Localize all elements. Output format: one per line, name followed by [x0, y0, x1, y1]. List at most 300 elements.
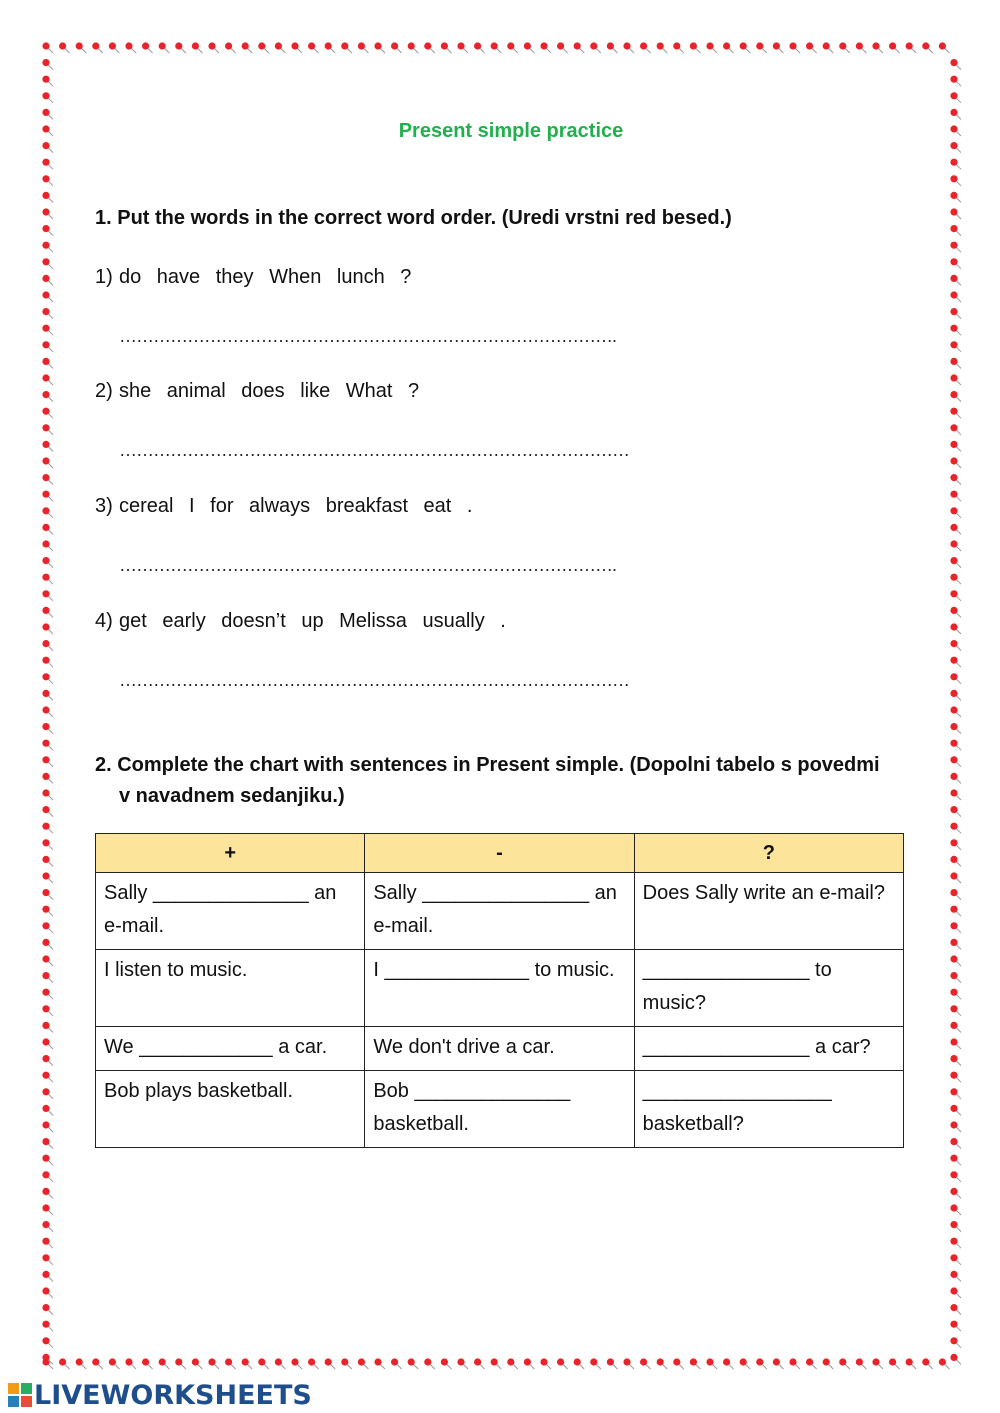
border-dot	[950, 457, 961, 468]
border-dot	[922, 42, 933, 53]
border-dot	[42, 325, 53, 336]
border-dot	[275, 42, 286, 53]
border-dot	[950, 1088, 961, 1099]
border-dot	[673, 1358, 684, 1369]
border-dot	[950, 291, 961, 302]
border-dot	[806, 42, 817, 53]
border-dot	[42, 225, 53, 236]
border-dot	[950, 325, 961, 336]
task2-heading-line2: v navadnem sedanjiku.)	[119, 785, 345, 807]
border-dot	[950, 208, 961, 219]
task2-heading	[95, 754, 880, 808]
border-dot	[76, 1358, 87, 1369]
border-dot	[950, 358, 961, 369]
border-dot	[109, 1358, 120, 1369]
border-dot	[950, 856, 961, 867]
border-dot	[159, 42, 170, 53]
border-dot	[950, 109, 961, 120]
chart-header-row	[96, 834, 904, 873]
table-cell[interactable]: We don't drive a car.	[365, 1027, 634, 1071]
border-dot	[950, 175, 961, 186]
border-dot	[950, 391, 961, 402]
border-dot	[42, 756, 53, 767]
border-dot	[939, 1358, 950, 1369]
border-dot	[950, 789, 961, 800]
border-dot	[950, 690, 961, 701]
border-dot	[275, 1358, 286, 1369]
border-dot	[457, 42, 468, 53]
border-dot	[391, 42, 402, 53]
border-dot	[950, 972, 961, 983]
border-dot	[950, 989, 961, 1000]
border-dot	[950, 441, 961, 452]
border-dot	[950, 1321, 961, 1332]
border-dot	[42, 1337, 53, 1348]
answer-line[interactable]: …………………………………………………………………………….	[119, 555, 617, 575]
scrambled-words: do have they When lunch ?	[119, 266, 412, 288]
border-dot	[723, 42, 734, 53]
border-dot	[950, 922, 961, 933]
border-dot	[42, 1055, 53, 1066]
border-dot	[42, 59, 53, 70]
border-dot	[950, 1138, 961, 1149]
border-dot	[950, 1171, 961, 1182]
border-dot	[950, 623, 961, 634]
border-dot	[42, 258, 53, 269]
border-dot	[950, 1304, 961, 1315]
border-dot	[950, 673, 961, 684]
border-dot	[922, 1358, 933, 1369]
table-cell[interactable]: I _____________ to music.	[365, 950, 634, 1027]
border-dot	[424, 42, 435, 53]
border-dot	[42, 159, 53, 170]
item-number: 2)	[95, 380, 113, 402]
border-dot	[42, 1072, 53, 1083]
border-dot	[950, 1072, 961, 1083]
border-dot	[92, 42, 103, 53]
border-dot	[391, 1358, 402, 1369]
border-dot	[424, 1358, 435, 1369]
border-dot	[623, 42, 634, 53]
table-cell[interactable]: _______________ to music?	[634, 950, 903, 1027]
table-row	[96, 873, 904, 950]
border-dot	[125, 42, 136, 53]
border-dot	[42, 856, 53, 867]
border-dot	[723, 1358, 734, 1369]
border-dot	[42, 92, 53, 103]
border-dot	[42, 955, 53, 966]
border-dot	[950, 1354, 961, 1365]
answer-line[interactable]: ………………………………………………………………………………	[119, 670, 629, 690]
border-dot	[42, 540, 53, 551]
border-dot	[950, 1188, 961, 1199]
border-dot	[789, 1358, 800, 1369]
border-dot	[950, 1287, 961, 1298]
border-dot	[308, 1358, 319, 1369]
border-dot	[950, 1254, 961, 1265]
border-dot	[42, 142, 53, 153]
border-dot	[42, 1022, 53, 1033]
border-dot	[258, 1358, 269, 1369]
border-dot	[42, 109, 53, 120]
border-dot	[657, 42, 668, 53]
border-dot	[42, 491, 53, 502]
border-dot	[358, 42, 369, 53]
border-dot	[950, 275, 961, 286]
border-dot	[823, 1358, 834, 1369]
border-dot	[950, 159, 961, 170]
border-dot	[950, 1005, 961, 1016]
border-dot	[208, 42, 219, 53]
border-dot	[950, 906, 961, 917]
border-dot	[540, 42, 551, 53]
border-dot	[42, 706, 53, 717]
border-dot	[42, 1321, 53, 1332]
border-dot	[42, 839, 53, 850]
border-dot	[42, 590, 53, 601]
border-dot	[42, 42, 53, 53]
border-dot	[42, 275, 53, 286]
border-dot	[42, 208, 53, 219]
border-dot	[42, 441, 53, 452]
border-dot	[950, 408, 961, 419]
border-dot	[950, 424, 961, 435]
border-dot	[42, 358, 53, 369]
border-dot	[457, 1358, 468, 1369]
table-cell[interactable]: Bob plays basketball.	[96, 1071, 365, 1148]
border-dot	[950, 341, 961, 352]
border-dot	[950, 806, 961, 817]
border-dot	[42, 1271, 53, 1282]
task2-heading-line1: 2. Complete the chart with sentences in Present simple. (Dopolni tabelo s povedmi	[95, 754, 880, 776]
border-dot	[756, 42, 767, 53]
table-cell[interactable]: _______________ a car?	[634, 1027, 903, 1071]
border-dot	[950, 1155, 961, 1166]
item-number: 3)	[95, 495, 113, 517]
border-dot	[42, 1121, 53, 1132]
scrambled-words: she animal does like What ?	[119, 380, 420, 402]
border-dot	[906, 42, 917, 53]
border-dot	[507, 42, 518, 53]
border-dot	[607, 1358, 618, 1369]
border-dot	[42, 1171, 53, 1182]
border-dot	[42, 457, 53, 468]
task1-item-4	[95, 610, 506, 633]
border-dot	[950, 59, 961, 70]
border-dot	[950, 242, 961, 253]
border-dot	[950, 142, 961, 153]
border-dot	[42, 1038, 53, 1049]
border-dot	[950, 374, 961, 385]
border-dot	[623, 1358, 634, 1369]
border-dot	[590, 1358, 601, 1369]
border-dot	[839, 1358, 850, 1369]
border-dot	[524, 42, 535, 53]
border-dot	[950, 1055, 961, 1066]
border-dot	[950, 76, 961, 87]
border-dot	[950, 1121, 961, 1132]
border-dot	[950, 1022, 961, 1033]
table-cell[interactable]: Sally _______________ an e-mail.	[365, 873, 634, 950]
border-dot	[950, 640, 961, 651]
border-dot	[59, 42, 70, 53]
border-dot	[950, 540, 961, 551]
border-dot	[950, 872, 961, 883]
page-title: Present simple practice	[398, 120, 624, 142]
border-dot	[740, 1358, 751, 1369]
border-dot	[950, 939, 961, 950]
border-dot	[42, 507, 53, 518]
border-dot	[42, 1304, 53, 1315]
border-dot	[42, 1105, 53, 1116]
border-dot	[291, 42, 302, 53]
table-cell[interactable]: Sally ______________ an e-mail.	[96, 873, 365, 950]
border-dot	[142, 1358, 153, 1369]
border-dot	[856, 42, 867, 53]
liveworksheets-logo[interactable]	[8, 1380, 312, 1410]
item-number: 1)	[95, 266, 113, 288]
border-dot	[806, 1358, 817, 1369]
border-dot	[42, 1005, 53, 1016]
border-dot	[872, 1358, 883, 1369]
border-dot	[950, 1204, 961, 1215]
border-dot	[950, 258, 961, 269]
border-dot	[42, 574, 53, 585]
border-dot	[950, 607, 961, 618]
border-dot	[42, 175, 53, 186]
border-dot	[76, 42, 87, 53]
border-dot	[42, 872, 53, 883]
task1-heading: 1. Put the words in the correct word order. (Uredi vrstni red besed.)	[95, 207, 732, 229]
item-number: 4)	[95, 610, 113, 632]
border-dot	[42, 1238, 53, 1249]
border-dot	[950, 839, 961, 850]
table-cell[interactable]: We ____________ a car.	[96, 1027, 365, 1071]
border-dot	[208, 1358, 219, 1369]
border-dot	[590, 42, 601, 53]
border-dot	[109, 42, 120, 53]
border-dot	[42, 823, 53, 834]
border-dot	[42, 408, 53, 419]
border-dot	[308, 42, 319, 53]
border-dot	[950, 192, 961, 203]
border-dot	[950, 308, 961, 319]
task1-item-1	[95, 266, 411, 289]
border-dot	[574, 1358, 585, 1369]
border-dot	[856, 1358, 867, 1369]
border-dot	[950, 1238, 961, 1249]
border-dot	[42, 806, 53, 817]
header-affirmative: +	[96, 834, 365, 873]
border-dot	[706, 42, 717, 53]
border-dot	[756, 1358, 767, 1369]
border-dot	[42, 989, 53, 1000]
border-dot	[42, 1188, 53, 1199]
task1-item-2	[95, 380, 419, 403]
border-dot	[474, 1358, 485, 1369]
border-dot	[92, 1358, 103, 1369]
table-cell[interactable]: I listen to music.	[96, 950, 365, 1027]
border-dot	[175, 1358, 186, 1369]
border-dot	[59, 1358, 70, 1369]
header-question: ?	[634, 834, 903, 873]
border-dot	[889, 42, 900, 53]
scrambled-words: get early doesn’t up Melissa usually .	[119, 610, 506, 632]
border-dot	[950, 740, 961, 751]
border-dot	[773, 42, 784, 53]
border-dot	[950, 657, 961, 668]
border-dot	[242, 42, 253, 53]
border-dot	[42, 673, 53, 684]
border-dot	[42, 524, 53, 535]
border-dot	[42, 939, 53, 950]
border-dot	[557, 1358, 568, 1369]
task1-item-3	[95, 495, 472, 518]
border-dot	[950, 723, 961, 734]
border-dot	[950, 507, 961, 518]
border-dot	[175, 42, 186, 53]
border-dot	[950, 1105, 961, 1116]
table-cell[interactable]: Does Sally write an e-mail?	[634, 873, 903, 950]
border-dot	[42, 76, 53, 87]
logo-text: LIVEWORKSHEETS	[34, 1379, 312, 1411]
border-dot	[690, 1358, 701, 1369]
border-dot	[358, 1358, 369, 1369]
border-dot	[872, 42, 883, 53]
border-dot	[950, 1038, 961, 1049]
border-dot	[42, 773, 53, 784]
border-dot	[474, 42, 485, 53]
border-dot	[42, 972, 53, 983]
border-dot	[192, 1358, 203, 1369]
border-dot	[441, 42, 452, 53]
border-dot	[42, 1155, 53, 1166]
border-dot	[225, 42, 236, 53]
border-dot	[42, 557, 53, 568]
border-dot	[950, 1337, 961, 1348]
border-dot	[142, 42, 153, 53]
present-simple-chart	[95, 833, 904, 1148]
border-dot	[441, 1358, 452, 1369]
border-dot	[950, 955, 961, 966]
border-dot	[673, 42, 684, 53]
border-dot	[950, 225, 961, 236]
border-dot	[950, 1271, 961, 1282]
table-cell[interactable]: _________________ basketball?	[634, 1071, 903, 1148]
border-dot	[325, 42, 336, 53]
border-dot	[42, 424, 53, 435]
border-dot	[789, 42, 800, 53]
table-row	[96, 950, 904, 1027]
border-dot	[42, 1287, 53, 1298]
border-dot	[950, 590, 961, 601]
border-dot	[408, 42, 419, 53]
answer-line[interactable]: ………………………………………………………………………………	[119, 440, 629, 460]
border-dot	[740, 42, 751, 53]
border-dot	[42, 889, 53, 900]
border-dot	[42, 723, 53, 734]
border-dot	[574, 42, 585, 53]
table-row	[96, 1027, 904, 1071]
border-dot	[557, 42, 568, 53]
border-dot	[507, 1358, 518, 1369]
border-dots	[38, 38, 962, 1370]
border-dot	[192, 42, 203, 53]
border-dot	[42, 308, 53, 319]
border-dot	[524, 1358, 535, 1369]
border-dot	[657, 1358, 668, 1369]
border-dot	[374, 42, 385, 53]
border-dot	[325, 1358, 336, 1369]
border-dot	[42, 906, 53, 917]
border-dot	[950, 823, 961, 834]
border-dot	[950, 889, 961, 900]
logo-grid-icon	[8, 1383, 32, 1407]
border-dot	[159, 1358, 170, 1369]
border-dot	[242, 1358, 253, 1369]
border-dot	[42, 657, 53, 668]
border-dot	[42, 341, 53, 352]
border-dot	[839, 42, 850, 53]
border-dot	[408, 1358, 419, 1369]
border-dot	[950, 524, 961, 535]
border-dot	[42, 690, 53, 701]
border-dot	[42, 391, 53, 402]
border-dot	[291, 1358, 302, 1369]
border-dot	[939, 42, 950, 53]
border-dot	[374, 1358, 385, 1369]
table-cell[interactable]: Bob ______________ basketball.	[365, 1071, 634, 1148]
table-row	[96, 1071, 904, 1148]
border-dot	[42, 1221, 53, 1232]
border-dot	[42, 192, 53, 203]
border-dot	[950, 574, 961, 585]
border-dot	[42, 1204, 53, 1215]
border-dot	[42, 474, 53, 485]
border-dot	[42, 1254, 53, 1265]
border-dot	[540, 1358, 551, 1369]
border-dot	[42, 789, 53, 800]
border-dot	[42, 922, 53, 933]
border-dot	[42, 740, 53, 751]
decorative-dotted-border	[38, 38, 962, 1370]
border-dot	[950, 92, 961, 103]
border-dot	[906, 1358, 917, 1369]
border-dot	[773, 1358, 784, 1369]
border-dot	[640, 1358, 651, 1369]
border-dot	[950, 474, 961, 485]
border-dot	[258, 42, 269, 53]
border-dot	[42, 291, 53, 302]
border-dot	[341, 42, 352, 53]
border-dot	[950, 773, 961, 784]
border-dot	[225, 1358, 236, 1369]
border-dot	[42, 1138, 53, 1149]
border-dot	[42, 1088, 53, 1099]
border-dot	[491, 42, 502, 53]
header-negative: -	[365, 834, 634, 873]
border-dot	[823, 42, 834, 53]
border-dot	[42, 640, 53, 651]
border-dot	[950, 706, 961, 717]
border-dot	[125, 1358, 136, 1369]
border-dot	[341, 1358, 352, 1369]
border-dot	[950, 1221, 961, 1232]
answer-line[interactable]: …………………………………………………………………………….	[119, 326, 617, 346]
border-dot	[42, 623, 53, 634]
border-dot	[706, 1358, 717, 1369]
border-dot	[950, 557, 961, 568]
